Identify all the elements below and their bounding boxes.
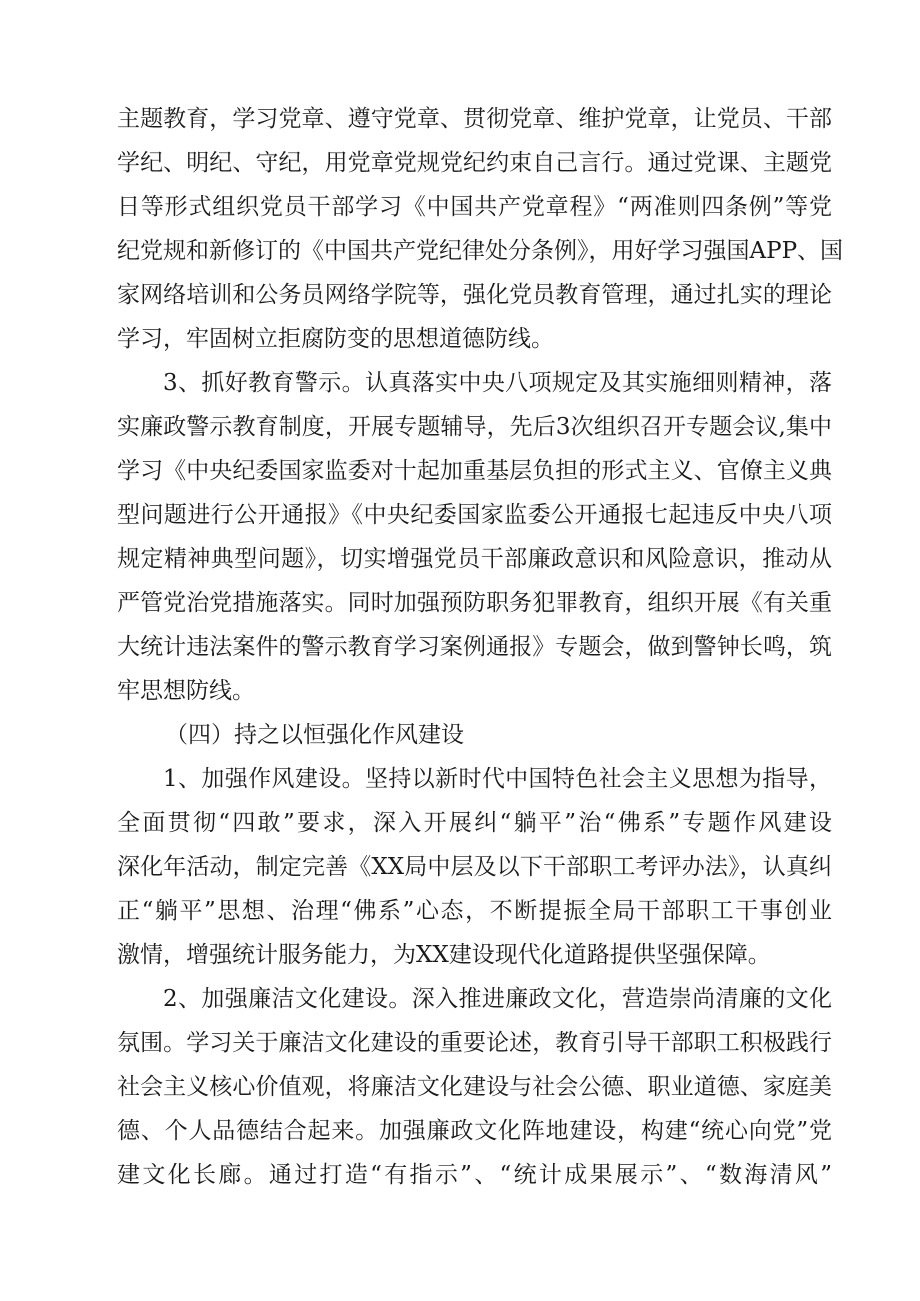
text-line: 1、加强作风建设。坚持以新时代中国特色社会主义思想为指导， — [163, 766, 832, 792]
text-line: 规定精神典型问题》，切实增强党员干部廉政意识和风险意识，推动从 — [117, 546, 832, 572]
text-line: 全面贯彻“四敢”要求，深入开展纠“躺平”治“佛系”专题作风建设 — [117, 810, 832, 836]
text-line: 社会主义核心价值观，将廉洁文化建设与社会公德、职业道德、家庭美 — [117, 1074, 832, 1100]
text-line: 学习，牢固树立拒腐防变的思想道德防线。 — [117, 326, 554, 352]
text-line: 激情，增强统计服务能力，为XX建设现代化道路提供坚强保障。 — [117, 942, 771, 968]
text-line: 纪党规和新修订的《中国共产党纪律处分条例》，用好学习强国APP、国 — [117, 238, 844, 264]
text-line: 学习《中央纪委国家监委对十起加重基层负担的形式主义、官僚主义典 — [117, 458, 832, 484]
text-line: 学纪、明纪、守纪，用党章党规党纪约束自己言行。通过党课、主题党 — [117, 150, 832, 176]
text-line: 日等形式组织党员干部学习《中国共产党章程》“两准则四条例”等党 — [117, 194, 832, 220]
text-line: 3、抓好教育警示。认真落实中央八项规定及其实施细则精神，落 — [163, 370, 832, 396]
text-line: 严管党治党措施落实。同时加强预防职务犯罪教育，组织开展《有关重 — [117, 590, 832, 616]
text-line: 建文化长廊。通过打造“有指示”、“统计成果展示”、“数海清风” — [117, 1162, 832, 1188]
text-line: 大统计违法案件的警示教育学习案例通报》专题会，做到警钟长鸣，筑 — [117, 634, 832, 660]
text-line: 深化年活动，制定完善《XX局中层及以下干部职工考评办法》，认真纠 — [117, 854, 832, 880]
text-line: 德、个人品德结合起来。加强廉政文化阵地建设，构建“统心向党”党 — [117, 1118, 832, 1144]
text-line: 牢思想防线。 — [117, 678, 255, 704]
text-line: 2、加强廉洁文化建设。深入推进廉政文化，营造崇尚清廉的文化 — [163, 986, 832, 1012]
text-line: 氛围。学习关于廉洁文化建设的重要论述，教育引导干部职工积极践行 — [117, 1030, 832, 1056]
text-line: 家网络培训和公务员网络学院等，强化党员教育管理，通过扎实的理论 — [117, 282, 832, 308]
section-heading: （四）持之以恒强化作风建设 — [165, 722, 464, 748]
text-line: 主题教育，学习党章、遵守党章、贯彻党章、维护党章，让党员、干部 — [117, 106, 832, 132]
text-line: 实廉政警示教育制度，开展专题辅导，先后3次组织召开专题会议,集中 — [117, 414, 832, 440]
text-line: 正“躺平”思想、治理“佛系”心态，不断提振全局干部职工干事创业 — [117, 898, 832, 924]
text-line: 型问题进行公开通报》《中央纪委国家监委公开通报七起违反中央八项 — [117, 502, 832, 528]
